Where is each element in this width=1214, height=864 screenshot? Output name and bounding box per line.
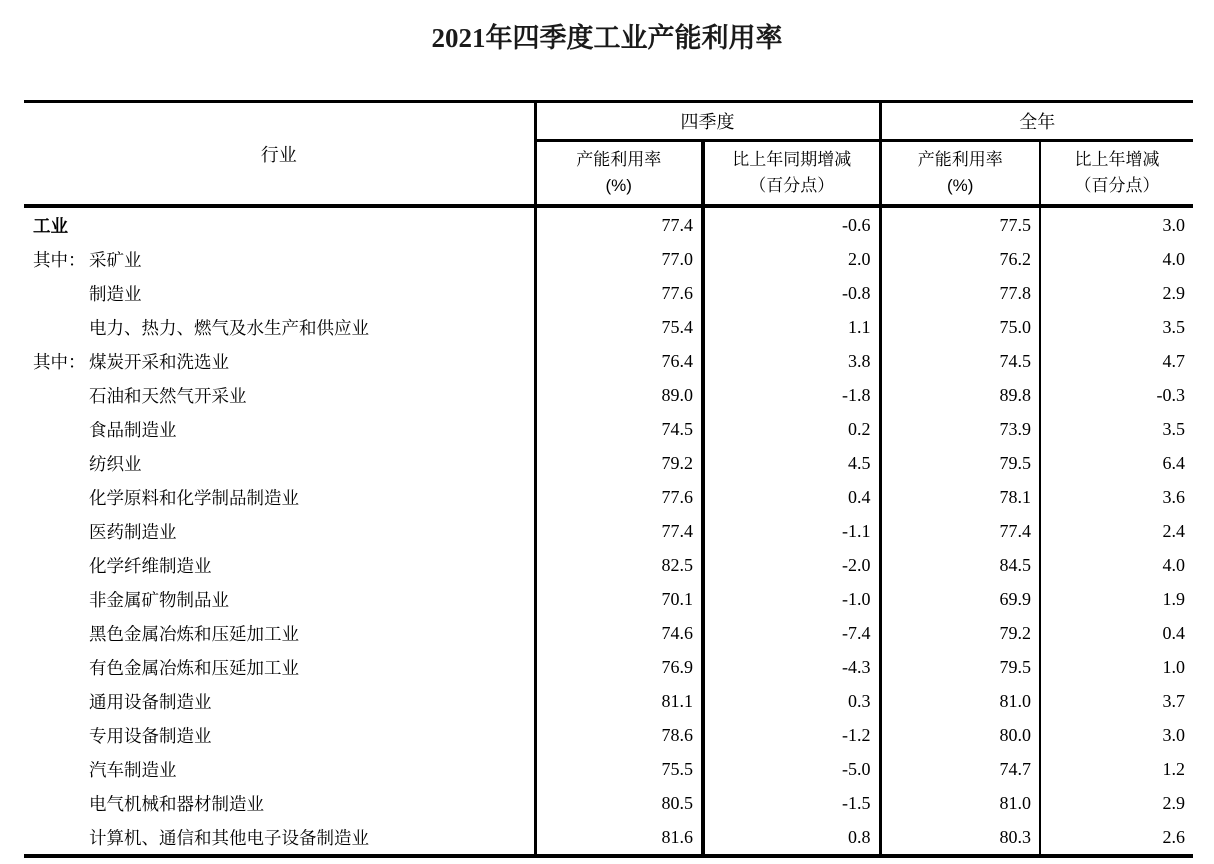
table-row — [24, 412, 1193, 446]
year-utilization-cell: 79.5 — [880, 650, 1040, 684]
industry-cell — [24, 446, 535, 480]
table-row — [24, 206, 1193, 242]
subheader-q4-change-line2: （百分点） — [749, 176, 835, 195]
q4-change-cell: -1.0 — [703, 582, 880, 616]
table-row — [24, 276, 1193, 310]
subheader-year-utilization-line2: (%) — [947, 176, 974, 195]
year-utilization-cell: 77.5 — [880, 206, 1040, 242]
group-header-q4: 四季度 — [535, 102, 880, 141]
industry-name: 采矿业 — [89, 249, 142, 270]
year-utilization-cell: 81.0 — [880, 684, 1040, 718]
industry-prefix: 其中： — [33, 249, 86, 270]
q4-change-cell: 0.4 — [703, 480, 880, 514]
year-change-cell: 3.5 — [1040, 310, 1193, 344]
q4-utilization-cell: 79.2 — [535, 446, 703, 480]
q4-change-cell: -0.8 — [703, 276, 880, 310]
table-row — [24, 616, 1193, 650]
q4-change-cell: -1.5 — [703, 786, 880, 820]
q4-change-cell: 2.0 — [703, 242, 880, 276]
table-row — [24, 344, 1193, 378]
year-change-cell: 4.0 — [1040, 548, 1193, 582]
industry-cell — [24, 310, 535, 344]
year-utilization-cell: 80.0 — [880, 718, 1040, 752]
industry-name: 石油和天然气开采业 — [89, 385, 247, 406]
industry-cell — [24, 820, 535, 856]
q4-change-cell: -5.0 — [703, 752, 880, 786]
q4-change-cell: -7.4 — [703, 616, 880, 650]
year-utilization-cell: 76.2 — [880, 242, 1040, 276]
capacity-utilization-table — [24, 100, 1193, 858]
table-row — [24, 718, 1193, 752]
industry-cell — [24, 514, 535, 548]
industry-prefix: 其中： — [33, 351, 86, 372]
year-utilization-cell: 79.2 — [880, 616, 1040, 650]
year-change-cell: 2.9 — [1040, 786, 1193, 820]
q4-utilization-cell: 75.4 — [535, 310, 703, 344]
subheader-q4-utilization-line1: 产能利用率 — [576, 150, 662, 169]
industry-name: 化学原料和化学制品制造业 — [89, 487, 299, 508]
q4-utilization-cell: 70.1 — [535, 582, 703, 616]
q4-change-cell: 0.2 — [703, 412, 880, 446]
table-row — [24, 378, 1193, 412]
q4-utilization-cell: 81.1 — [535, 684, 703, 718]
q4-utilization-cell: 77.0 — [535, 242, 703, 276]
q4-utilization-cell: 76.4 — [535, 344, 703, 378]
year-change-cell: 3.0 — [1040, 718, 1193, 752]
subheader-year-change-line2: （百分点） — [1074, 176, 1160, 195]
industry-cell — [24, 344, 535, 378]
industry-cell — [24, 378, 535, 412]
year-utilization-cell: 81.0 — [880, 786, 1040, 820]
industry-name: 有色金属冶炼和压延加工业 — [89, 657, 299, 678]
year-utilization-cell: 75.0 — [880, 310, 1040, 344]
q4-change-cell: -2.0 — [703, 548, 880, 582]
industry-name: 工业 — [33, 215, 68, 236]
year-change-cell: 0.4 — [1040, 616, 1193, 650]
header-row-groups — [24, 102, 1193, 141]
industry-cell — [24, 242, 535, 276]
q4-utilization-cell: 77.6 — [535, 480, 703, 514]
year-change-cell: 1.0 — [1040, 650, 1193, 684]
q4-change-cell: 1.1 — [703, 310, 880, 344]
q4-utilization-cell: 89.0 — [535, 378, 703, 412]
header-industry: 行业 — [24, 102, 535, 207]
year-utilization-cell: 89.8 — [880, 378, 1040, 412]
industry-name: 计算机、通信和其他电子设备制造业 — [89, 827, 369, 848]
subheader-q4-change — [703, 141, 880, 207]
table-row — [24, 446, 1193, 480]
table-row — [24, 548, 1193, 582]
industry-name: 食品制造业 — [89, 419, 177, 440]
q4-change-cell: 4.5 — [703, 446, 880, 480]
year-utilization-cell: 80.3 — [880, 820, 1040, 856]
table-row — [24, 582, 1193, 616]
q4-utilization-cell: 77.6 — [535, 276, 703, 310]
q4-change-cell: 0.8 — [703, 820, 880, 856]
industry-cell — [24, 650, 535, 684]
year-utilization-cell: 74.5 — [880, 344, 1040, 378]
q4-utilization-cell: 81.6 — [535, 820, 703, 856]
industry-cell — [24, 548, 535, 582]
industry-cell — [24, 616, 535, 650]
q4-utilization-cell: 74.6 — [535, 616, 703, 650]
q4-utilization-cell: 75.5 — [535, 752, 703, 786]
subheader-year-utilization — [880, 141, 1040, 207]
industry-cell — [24, 582, 535, 616]
industry-cell — [24, 480, 535, 514]
industry-cell — [24, 752, 535, 786]
year-utilization-cell: 78.1 — [880, 480, 1040, 514]
subheader-q4-utilization — [535, 141, 703, 207]
year-change-cell: 3.5 — [1040, 412, 1193, 446]
year-change-cell: 2.9 — [1040, 276, 1193, 310]
industry-name: 纺织业 — [89, 453, 142, 474]
year-change-cell: 4.7 — [1040, 344, 1193, 378]
q4-utilization-cell: 82.5 — [535, 548, 703, 582]
q4-change-cell: 0.3 — [703, 684, 880, 718]
industry-name: 煤炭开采和洗选业 — [89, 351, 229, 372]
industry-name: 汽车制造业 — [89, 759, 177, 780]
q4-utilization-cell: 76.9 — [535, 650, 703, 684]
industry-name: 专用设备制造业 — [89, 725, 212, 746]
table-row — [24, 786, 1193, 820]
industry-name: 非金属矿物制品业 — [89, 589, 229, 610]
q4-change-cell: -1.2 — [703, 718, 880, 752]
industry-cell — [24, 276, 535, 310]
table-row — [24, 242, 1193, 276]
year-change-cell: 3.7 — [1040, 684, 1193, 718]
table-row — [24, 310, 1193, 344]
year-change-cell: 2.6 — [1040, 820, 1193, 856]
industry-name: 电力、热力、燃气及水生产和供应业 — [89, 317, 369, 338]
industry-cell — [24, 684, 535, 718]
table-row — [24, 820, 1193, 856]
industry-cell — [24, 718, 535, 752]
q4-change-cell: 3.8 — [703, 344, 880, 378]
group-header-year: 全年 — [880, 102, 1193, 141]
year-change-cell: -0.3 — [1040, 378, 1193, 412]
q4-change-cell: -1.1 — [703, 514, 880, 548]
year-utilization-cell: 73.9 — [880, 412, 1040, 446]
year-change-cell: 4.0 — [1040, 242, 1193, 276]
subheader-year-change-line1: 比上年增减 — [1074, 150, 1160, 169]
year-utilization-cell: 77.8 — [880, 276, 1040, 310]
year-utilization-cell: 84.5 — [880, 548, 1040, 582]
year-change-cell: 3.6 — [1040, 480, 1193, 514]
q4-change-cell: -4.3 — [703, 650, 880, 684]
table-header — [24, 102, 1193, 207]
industry-cell — [24, 412, 535, 446]
industry-cell — [24, 786, 535, 820]
q4-utilization-cell: 78.6 — [535, 718, 703, 752]
subheader-year-change — [1040, 141, 1193, 207]
subheader-q4-utilization-line2: (%) — [605, 176, 632, 195]
subheader-q4-change-line1: 比上年同期增减 — [732, 150, 852, 169]
industry-name: 黑色金属冶炼和压延加工业 — [89, 623, 299, 644]
industry-cell — [24, 206, 535, 242]
industry-name: 通用设备制造业 — [89, 691, 212, 712]
year-utilization-cell: 74.7 — [880, 752, 1040, 786]
table-row — [24, 684, 1193, 718]
year-utilization-cell: 69.9 — [880, 582, 1040, 616]
year-change-cell: 3.0 — [1040, 206, 1193, 242]
q4-utilization-cell: 77.4 — [535, 514, 703, 548]
q4-utilization-cell: 74.5 — [535, 412, 703, 446]
table-row — [24, 480, 1193, 514]
industry-name: 医药制造业 — [89, 521, 177, 542]
table-row — [24, 514, 1193, 548]
year-change-cell: 1.2 — [1040, 752, 1193, 786]
page-title: 2021年四季度工业产能利用率 — [431, 23, 783, 53]
table-row — [24, 752, 1193, 786]
year-change-cell: 6.4 — [1040, 446, 1193, 480]
table-row — [24, 650, 1193, 684]
year-change-cell: 1.9 — [1040, 582, 1193, 616]
capacity-table-wrapper — [24, 100, 1193, 858]
year-utilization-cell: 77.4 — [880, 514, 1040, 548]
industry-name: 制造业 — [89, 283, 142, 304]
subheader-year-utilization-line1: 产能利用率 — [917, 150, 1003, 169]
q4-utilization-cell: 80.5 — [535, 786, 703, 820]
year-utilization-cell: 79.5 — [880, 446, 1040, 480]
industry-name: 电气机械和器材制造业 — [89, 793, 264, 814]
q4-utilization-cell: 77.4 — [535, 206, 703, 242]
q4-change-cell: -1.8 — [703, 378, 880, 412]
q4-change-cell: -0.6 — [703, 206, 880, 242]
industry-name: 化学纤维制造业 — [89, 555, 212, 576]
year-change-cell: 2.4 — [1040, 514, 1193, 548]
table-body — [24, 206, 1193, 856]
